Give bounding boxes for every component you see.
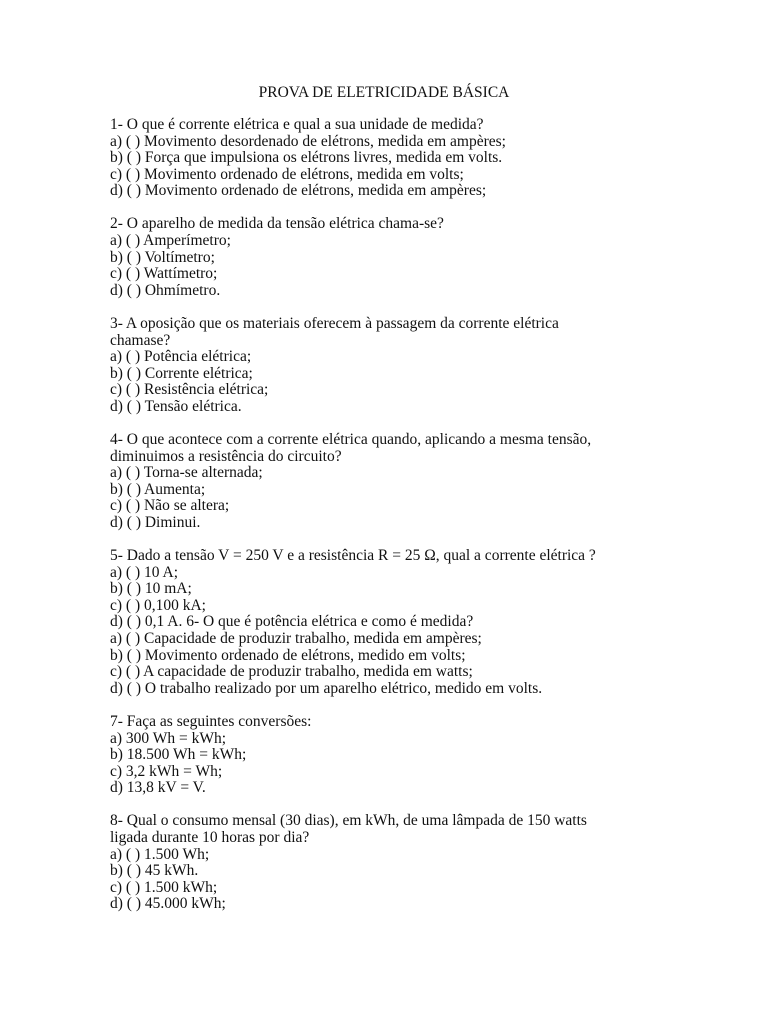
answer-option-b: b) ( ) 45 kWh. [110,862,199,880]
answer-option-d-with-question-6: d) ( ) 0,1 A. 6- O que é potência elétrica e como é medida? [110,613,474,631]
answer-option-c: c) ( ) 0,100 kA; [110,596,206,614]
answer-option-d: d) ( ) O trabalho realizado por um aparelho elétrico, medido em volts. [110,679,543,697]
answer-option-d: d) ( ) Diminui. [110,513,201,531]
answer-option-b: b) ( ) Corrente elétrica; [110,364,253,382]
answer-option-a: a) ( ) 10 A; [110,563,179,581]
question-3 [110,316,750,416]
question-stem: 2- O aparelho de medida da tensão elétrica chama-se? [110,215,444,233]
answer-option-d: d) ( ) Movimento ordenado de elétrons, medida em ampères; [110,182,487,200]
question-2 [110,216,750,299]
answer-option-a: a) ( ) 1.500 Wh; [110,845,210,863]
answer-option-b: b) 18.500 Wh = kWh; [110,746,247,764]
question-stem-continuation: chamase? [110,331,171,349]
answer-option-a: a) ( ) Amperímetro; [110,232,231,250]
question-4 [110,432,750,532]
question-stem: 5- Dado a tensão V = 250 V e a resistência R = 25 Ω, qual a corrente elétrica ? [110,547,596,565]
answer-option-c: c) ( ) Movimento ordenado de elétrons, medida em volts; [110,165,464,183]
exam-title: PROVA DE ELETRICIDADE BÁSICA [258,84,510,101]
question-stem: 8- Qual o consumo mensal (30 dias), em kWh, de uma lâmpada de 150 watts [110,812,587,830]
question-stem-continuation: ligada durante 10 horas por dia? [110,828,310,846]
questions-list [110,117,750,929]
answer-option-a: a) 300 Wh = kWh; [110,729,227,747]
answer-option-d: d) ( ) Ohmímetro. [110,281,221,299]
answer-option-b: b) ( ) 10 mA; [110,580,192,598]
answer-option-b: b) ( ) Movimento ordenado de elétrons, medido em volts; [110,646,466,664]
answer-option-d: d) 13,8 kV = V. [110,779,206,797]
question-1 [110,117,750,200]
answer-option-a: a) ( ) Capacidade de produzir trabalho, medida em ampères; [110,630,482,648]
question-stem: 3- A oposição que os materiais oferecem à passagem da corrente elétrica [110,314,559,332]
answer-option-b: b) ( ) Força que impulsiona os elétrons livres, medida em volts. [110,149,503,167]
question-stem: 7- Faça as seguintes conversões: [110,712,312,730]
answer-option-c: c) ( ) Wattímetro; [110,265,218,283]
answer-option-a: a) ( ) Movimento desordenado de elétrons, medida em ampères; [110,132,506,150]
question-stem-continuation: diminuimos a resistência do circuito? [110,447,342,465]
answer-option-b: b) ( ) Voltímetro; [110,248,215,266]
answer-option-c: c) ( ) A capacidade de produzir trabalho, medida em watts; [110,663,473,681]
question-stem: 1- O que é corrente elétrica e qual a sua unidade de medida? [110,116,484,133]
answer-option-d: d) ( ) 45.000 kWh; [110,895,226,913]
answer-option-b: b) ( ) Aumenta; [110,480,206,498]
answer-option-d: d) ( ) Tensão elétrica. [110,397,242,415]
answer-option-c: c) ( ) Não se altera; [110,497,230,515]
answer-option-c: c) 3,2 kWh = Wh; [110,762,223,780]
question-5-6 [110,548,750,697]
answer-option-c: c) ( ) Resistência elétrica; [110,381,269,399]
question-8 [110,813,750,913]
question-7 [110,714,750,797]
answer-option-c: c) ( ) 1.500 kWh; [110,878,218,896]
answer-option-a: a) ( ) Potência elétrica; [110,348,252,366]
question-stem: 4- O que acontece com a corrente elétrica quando, aplicando a mesma tensão, [110,431,592,448]
answer-option-a: a) ( ) Torna-se alternada; [110,464,263,482]
